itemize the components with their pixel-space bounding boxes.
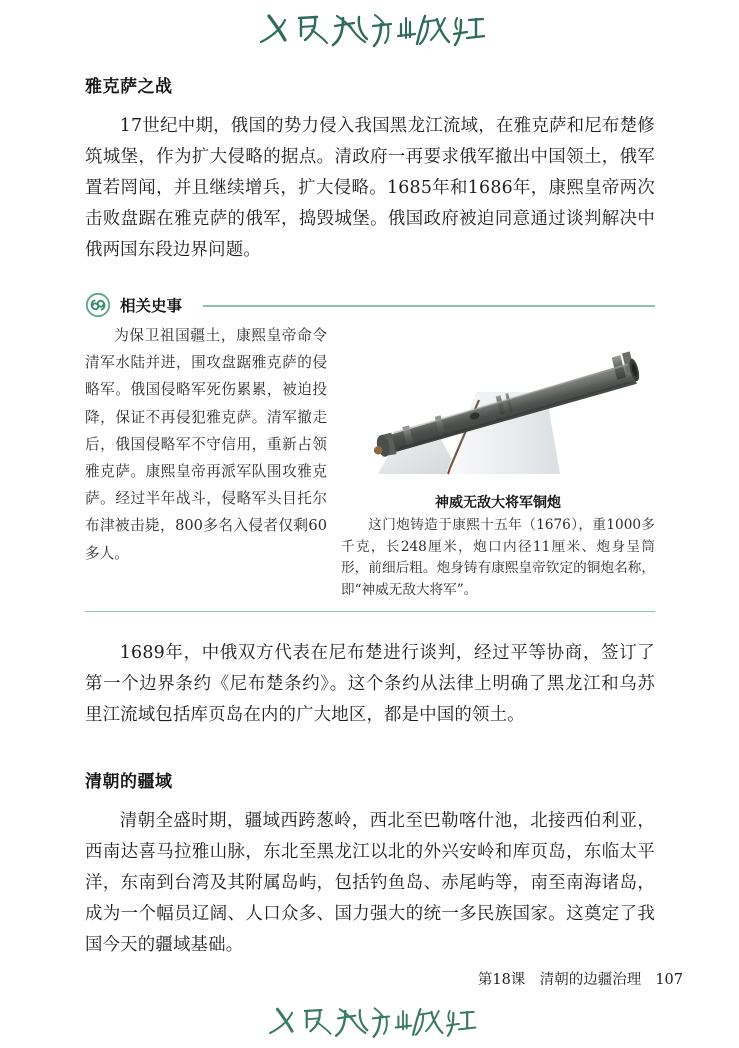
footer-lesson-title: 第18课 清朝的边疆治理 [477, 972, 642, 988]
cannon-figure [341, 322, 655, 601]
related-history-box [85, 292, 655, 612]
paragraph-qing-territory: 清朝全盛时期，疆域西跨葱岭，西北至巴勒喀什池，北接西伯利亚，西南达喜马拉雅山脉，东北至黑龙江以北的外兴安岭和库页岛，东临太平洋，东南到台湾及其附属岛屿，包括钓鱼岛、赤尾屿等，南至南海诸岛，成为一个幅员辽阔、人口众多、国力强大的统一多民族国家。这奠定了我国今天的疆域基础。 [85, 811, 655, 955]
publisher-calligraphy-logo-icon [255, 6, 485, 54]
related-history-divider [203, 305, 655, 306]
paragraph-yakesa: 17世纪中期，俄国的势力侵入我国黑龙江流域，在雅克萨和尼布楚修筑城堡，作为扩大侵略的据点。清政府一再要求俄军撤出中国领土，俄军置若罔闻，并且继续增兵，扩大侵略。1685年和1686年，康熙皇帝两次击败盘踞在雅克萨的俄军，捣毁城堡。俄国政府被迫同意通过谈判解决中俄两国东段边界问题。 [85, 116, 655, 260]
page-content [85, 72, 655, 965]
cannon-caption [341, 492, 655, 601]
page-title: 雅克萨之战 [85, 77, 173, 97]
section-title-qing-territory: 清朝的疆域 [85, 772, 173, 792]
footer-page-number: 107 [655, 972, 683, 988]
cannon-photo [341, 322, 655, 490]
publisher-calligraphy-logo-icon [245, 1000, 495, 1044]
related-history-title: 相关史事 [120, 297, 183, 315]
cannon-caption-title: 神威无敌大将军铜炮 [435, 495, 561, 511]
paragraph-nibuchu-treaty: 1689年，中俄双方代表在尼布楚进行谈判，经过平等协商，签订了第一个边界条约《尼布楚条约》。这个条约从法律上明确了黑龙江和乌苏里江流域包括库页岛在内的广大地区，都是中国的领土。 [85, 643, 655, 725]
related-history-text: 为保卫祖国疆土，康熙皇帝命令清军水陆并进，围攻盘踞雅克萨的侵略军。俄国侵略军死伤累累，被迫投降，保证不再侵犯雅克萨。清军撤走后，俄国侵略军不守信用，重新占领雅克萨。康熙皇帝再派军队围攻雅克萨。经过半年战斗，侵略军头目托尔布津被击毙，800多名入侵者仅剩60多人。 [85, 327, 327, 562]
page-footer [478, 968, 683, 989]
history-knot-icon [85, 292, 111, 318]
related-history-header [85, 292, 655, 318]
related-history-text-column [85, 322, 327, 567]
related-history-body [85, 322, 655, 601]
cannon-caption-body: 这门炮铸造于康熙十五年（1676），重1000多千克，长248厘米，炮口内径11厘米、炮身呈筒形，前细后粗。炮身铸有康熙皇帝钦定的铜炮名称，即“神威无敌大将军”。 [341, 517, 655, 598]
publisher-logo-bottom [0, 1000, 739, 1048]
publisher-logo-top [0, 6, 739, 58]
